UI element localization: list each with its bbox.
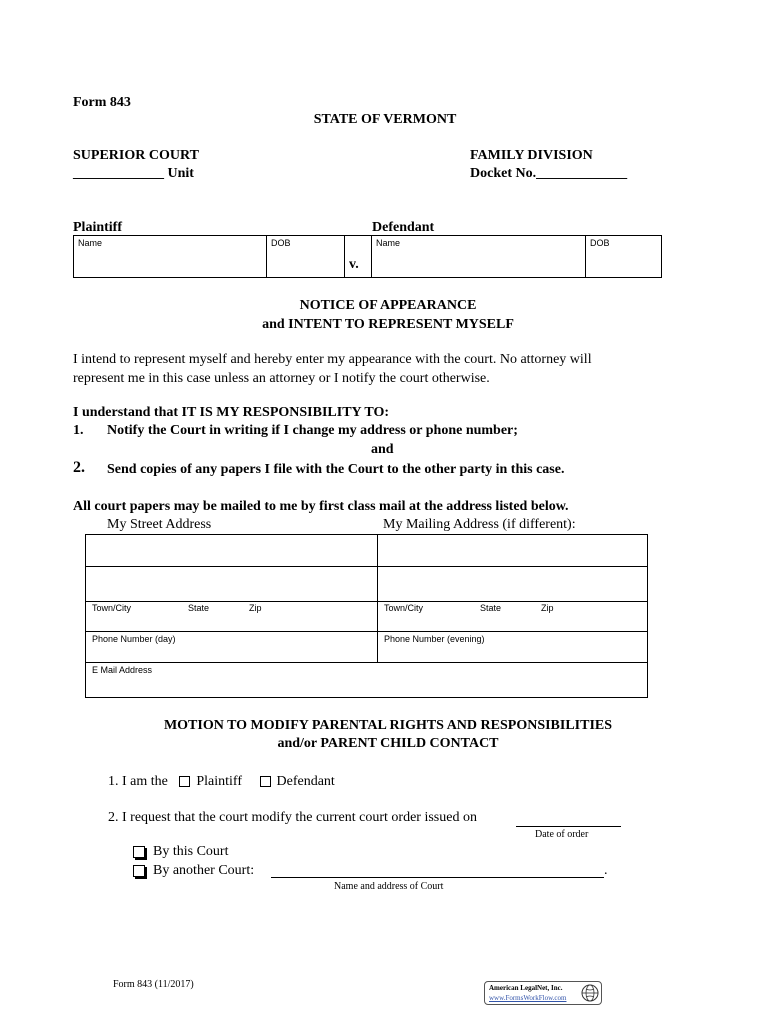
defendant-label: Defendant bbox=[372, 220, 435, 235]
another-court-option[interactable] bbox=[133, 863, 254, 879]
notice-title-1: NOTICE OF APPEARANCE bbox=[299, 298, 477, 313]
court-name: SUPERIOR COURT bbox=[73, 148, 199, 163]
question-1-number: 1. bbox=[108, 774, 119, 789]
question-1 bbox=[108, 774, 335, 790]
another-court-label: By another Court: bbox=[153, 863, 255, 878]
street-state-label: State bbox=[188, 603, 210, 613]
question-2-text: I request that the court modify the current court order issued on bbox=[122, 810, 477, 825]
defendant-name-field[interactable] bbox=[372, 236, 586, 277]
plaintiff-name-label: Name bbox=[78, 238, 103, 248]
versus-cell bbox=[345, 236, 372, 277]
notice-title-2: and INTENT TO REPRESENT MYSELF bbox=[262, 317, 514, 332]
item-1-text: Notify the Court in writing if I change my address or phone number; bbox=[107, 423, 518, 438]
form-date: Form 843 (11/2017) bbox=[113, 979, 194, 990]
street-zip-label: Zip bbox=[249, 603, 262, 613]
this-court-checkbox[interactable] bbox=[133, 846, 145, 858]
intro-line-1: I intend to represent myself and hereby enter my appearance with the court. No attorney will bbox=[73, 352, 592, 367]
item-1-number: 1. bbox=[73, 423, 84, 438]
defendant-option-label: Defendant bbox=[276, 774, 335, 789]
mailing-zip-label: Zip bbox=[541, 603, 554, 613]
motion-title-2: and/or PARENT CHILD CONTACT bbox=[277, 736, 499, 751]
responsibility-heading: I understand that IT IS MY RESPONSIBILITY TO: bbox=[73, 405, 390, 420]
phone-evening-label: Phone Number (evening) bbox=[384, 634, 485, 644]
question-2-number: 2. bbox=[108, 810, 119, 825]
plaintiff-option-label: Plaintiff bbox=[196, 774, 243, 789]
state-title: STATE OF VERMONT bbox=[313, 112, 457, 127]
plaintiff-dob-field[interactable] bbox=[267, 236, 345, 277]
item-2-number: 2. bbox=[73, 459, 85, 476]
phone-day-label: Phone Number (day) bbox=[92, 634, 176, 644]
and-text: and bbox=[371, 442, 394, 457]
court-name-field[interactable] bbox=[271, 877, 604, 878]
plaintiff-option[interactable] bbox=[179, 774, 242, 789]
divider bbox=[86, 631, 647, 632]
mailing-address-line-1[interactable] bbox=[378, 535, 648, 566]
mailing-state-label: State bbox=[480, 603, 502, 613]
division-name: FAMILY DIVISION bbox=[470, 148, 593, 163]
question-2 bbox=[108, 810, 477, 826]
defendant-dob-label: DOB bbox=[590, 238, 610, 248]
mailing-address-label: My Mailing Address (if different): bbox=[383, 517, 576, 532]
form-number: Form 843 bbox=[73, 95, 131, 110]
another-court-checkbox[interactable] bbox=[133, 865, 145, 877]
street-address-line-2[interactable] bbox=[86, 567, 377, 601]
divider bbox=[86, 601, 647, 602]
defendant-name-label: Name bbox=[376, 238, 401, 248]
street-town-label: Town/City bbox=[92, 603, 132, 613]
defendant-dob-field[interactable] bbox=[586, 236, 663, 277]
unit-field[interactable]: _____________ Unit bbox=[73, 166, 194, 181]
email-field[interactable] bbox=[86, 663, 647, 697]
publisher-website[interactable]: www.FormsWorkFlow.com bbox=[489, 994, 567, 1002]
publisher-name: American LegalNet, Inc. bbox=[489, 984, 563, 992]
plaintiff-dob-label: DOB bbox=[271, 238, 291, 248]
plaintiff-name-field[interactable] bbox=[74, 236, 267, 277]
address-table bbox=[85, 534, 648, 698]
versus-text: v. bbox=[349, 257, 359, 272]
order-date-field[interactable] bbox=[516, 826, 621, 827]
intro-line-2: represent me in this case unless an attorney or I notify the court otherwise. bbox=[73, 371, 490, 386]
publisher-logo bbox=[484, 981, 602, 1005]
globe-icon bbox=[581, 984, 599, 1002]
this-court-label: By this Court bbox=[153, 844, 229, 859]
docket-field[interactable]: Docket No._____________ bbox=[470, 166, 628, 181]
motion-title-1: MOTION TO MODIFY PARENTAL RIGHTS AND RESPONSIBILITIES bbox=[163, 718, 613, 733]
street-address-line-1[interactable] bbox=[86, 535, 377, 566]
this-court-option[interactable] bbox=[133, 844, 228, 860]
defendant-option[interactable] bbox=[260, 774, 335, 789]
email-label: E Mail Address bbox=[92, 665, 153, 675]
date-caption: Date of order bbox=[535, 829, 589, 840]
mail-note: All court papers may be mailed to me by first class mail at the address listed below. bbox=[73, 499, 569, 514]
mailing-address-line-2[interactable] bbox=[378, 567, 648, 601]
question-1-text: I am the bbox=[122, 774, 168, 789]
court-caption: Name and address of Court bbox=[334, 881, 444, 892]
plaintiff-label: Plaintiff bbox=[73, 220, 122, 235]
parties-table bbox=[73, 235, 662, 278]
street-address-label: My Street Address bbox=[107, 517, 212, 532]
item-2-text: Send copies of any papers I file with the Court to the other party in this case. bbox=[107, 462, 565, 477]
plaintiff-checkbox[interactable] bbox=[179, 776, 190, 787]
defendant-checkbox[interactable] bbox=[260, 776, 271, 787]
mailing-town-label: Town/City bbox=[384, 603, 424, 613]
period: . bbox=[604, 863, 608, 878]
